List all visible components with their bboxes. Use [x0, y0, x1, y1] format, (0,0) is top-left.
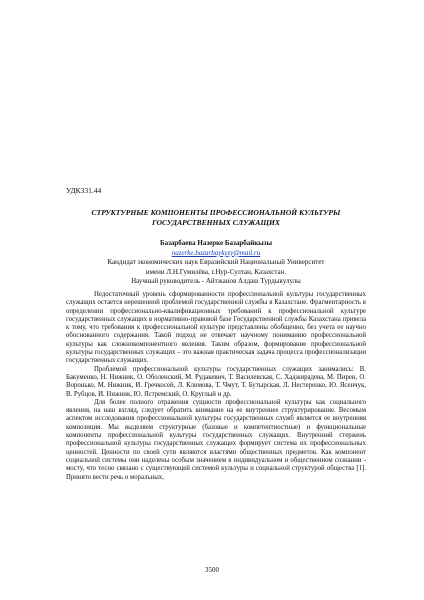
paragraph-1: Недостаточный уровень сформированности профессиональной культуры государственных служащих остается нерешенной проблемой государственной службы в Казахстане. Фрагментарность в определении профессионально-квалификационных требований к профессиональной культуре государственных служащих в нормативно-правовой базе Государственной службы Казахстана привела к тому, что требования к профессиональной культуре представлены обобщенно, без учета ее научно обоснованного содержания. Такой подход не отвечает научному пониманию профессиональной культуры как сложнокомпонентного явления. Таким образом, формирование профессиональной культуры государственных служащих – это важная практическая задача процесса профессионализации государственных служащих.	[66, 291, 366, 365]
title-line-1: СТРУКТУРНЫЕ КОМПОНЕНТЫ ПРОФЕССИОНАЛЬНОЙ КУЛЬТУРЫ	[91, 208, 341, 217]
author-name: Базарбаева Назерке Базарбайкызы	[159, 239, 273, 247]
title-line-2: ГОСУДАРСТВЕННЫХ СЛУЖАЩИХ	[152, 218, 280, 227]
page-number: 3500	[205, 566, 219, 574]
author-position-line-1: Кандидат экономических наук Евразийский Национальный Университет	[107, 258, 325, 267]
article-body	[66, 291, 366, 482]
paragraph-3: Для более полного отражения сущности профессиональной культуры как социального явления, на наш взгляд, следует обратить внимание на ее внутреннее структурирование. Весомым аспектом исследования профессиональной культуры государственных служб является ее внутренняя композиция. Мы выделяем структурные (базовые и компетентностные) и функциональные компоненты профессиональной культуры государственных служащих. Внутренний стержень профессиональной культуры государственных служащих формирует система их профессиональных ценностей. Ценности по своей сути являются властями общественных предметов. Как компонент социальной системы они наделены особым значением в индивидуальном и общественном сознании - мосту, что тесно связано с существующей системой культуры и социальной структурой общества [1]. Принято вести речь о моральных,	[66, 398, 366, 481]
author-position-line-2: имени Л.Н.Гумилёва, г.Нур-Султан, Казахстан.	[145, 267, 287, 276]
author-block	[66, 239, 366, 287]
udk-code: УДК331.44	[66, 186, 102, 195]
supervisor: Научный руководитель - Айтжанов Алдаш Турдыкулулы	[131, 277, 301, 286]
article-title	[66, 208, 366, 228]
paragraph-2: Проблемой профессиональной культуры государственных служащих занимались: В. Бакуменко, Н. Нижник, О. Оболенский, М. Рудакевич, Т. Василевская, С. Хаджирадева, М. Пирен, О. Воронько, М. Нижник, И. Гречкосей, Л. Климова, Т. Чмут, Т. Бутырская, Л. Нестеренко, Ю. Ясенчук, В. Рубцов, И. Нижник, Ю. Ястремский, О. Круглый и др.	[66, 365, 366, 398]
author-email-link[interactable]: nazerke.bazarbaykyzy@mail.ru	[171, 248, 261, 257]
